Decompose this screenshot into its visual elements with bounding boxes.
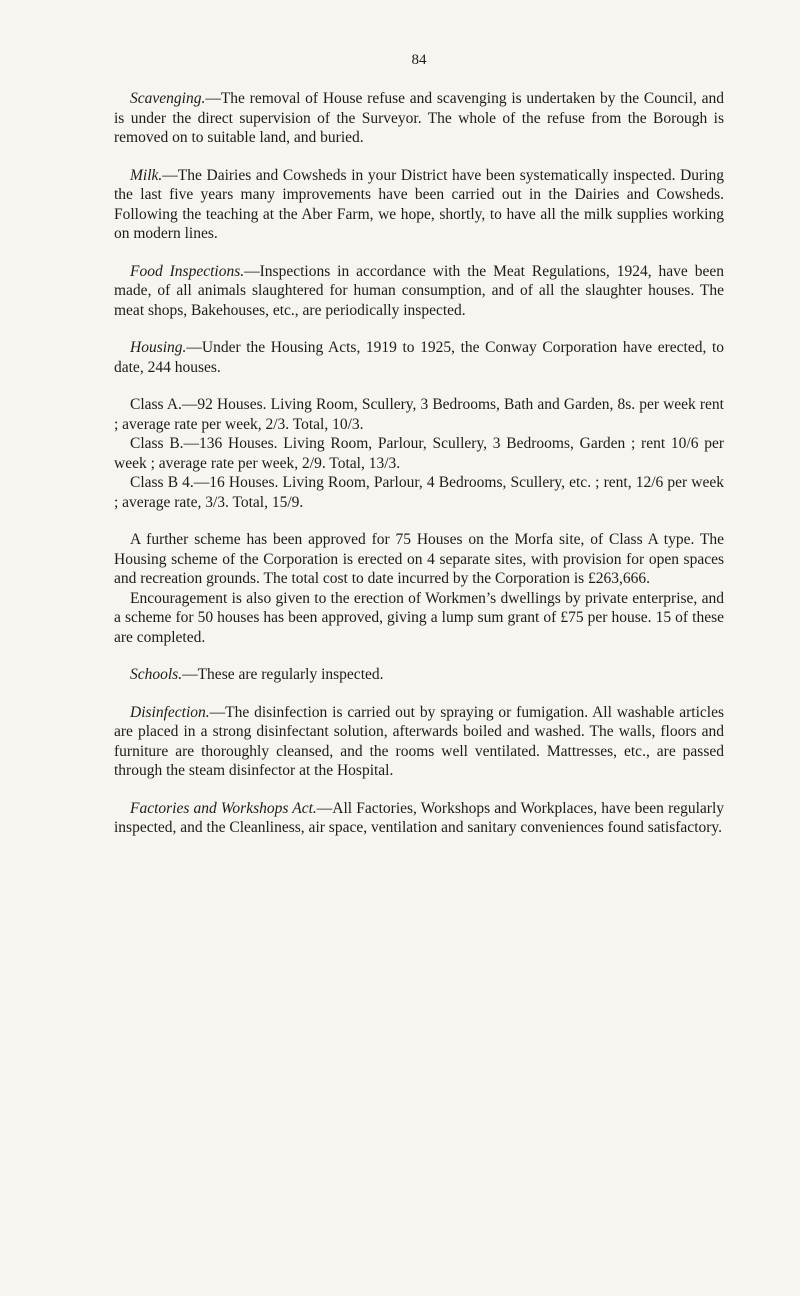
- housing-class-b: Class B.—136 Houses. Living Room, Parlour, Scullery, 3 Bedrooms, Garden ; rent 10/6 per week ; average rate per week, 2/9. Total, 13/3.: [114, 435, 724, 472]
- section-heading: Scavenging.: [130, 90, 206, 107]
- page-number: 84: [411, 52, 427, 68]
- section-text: —All Factories, Workshops and Workplaces, have been regularly inspected, and the Cleanliness, air space, ventilation and sanitary conveniences found satisfactory.: [114, 799, 725, 836]
- section-factories-workshops: [114, 799, 724, 838]
- section-housing: [114, 338, 724, 377]
- section-heading: Schools.: [130, 666, 183, 683]
- section-disinfection: [114, 703, 724, 781]
- section-heading: Factories and Workshops Act.: [130, 799, 317, 817]
- section-food-inspections: [114, 262, 724, 321]
- section-heading: Milk.: [130, 166, 163, 184]
- section-text: —Under the Housing Acts, 1919 to 1925, the Conway Corporation have erected, to date, 244 houses.: [114, 339, 724, 376]
- section-schools: [114, 665, 724, 685]
- further-scheme-paragraph: A further scheme has been approved for 75 Houses on the Morfa site, of Class A type. The Housing scheme of the Corporation is erected on 4 separate sites, with provision for open spaces and recreation grounds. The total cost to date incurred by the Corporation is £263,666.: [114, 531, 724, 587]
- section-heading: Food Inspections.: [130, 262, 245, 280]
- section-heading: Housing.: [130, 339, 187, 356]
- section-scavenging: [114, 89, 724, 148]
- section-text: —Inspections in accordance with the Meat Regulations, 1924, have been made, of all animals slaughtered for human consumption, and of all the slaughter houses. The meat shops, Bakehouses, etc., are periodically inspected.: [114, 262, 724, 319]
- section-milk: [114, 166, 724, 244]
- section-text: —The removal of House refuse and scavenging is undertaken by the Council, and is under the direct supervision of the Surveyor. The whole of the refuse from the Borough is removed on to suitable land, and buried.: [114, 90, 724, 146]
- section-text: —The disinfection is carried out by spraying or fumigation. All washable articles are placed in a strong disinfectant solution, afterwards boiled and washed. The walls, floors and furniture are thoroughly cleansed, and the rooms well ventilated. Mattresses, etc., are passed through the steam disinfector at the Hospital.: [114, 703, 724, 779]
- encouragement-paragraph: Encouragement is also given to the erection of Workmen’s dwellings by private enterprise, and a scheme for 50 houses has been approved, giving a lump sum grant of £75 per house. 15 of these are completed.: [114, 589, 724, 646]
- housing-class-a: Class A.—92 Houses. Living Room, Scullery, 3 Bedrooms, Bath and Garden, 8s. per week rent ; average rate per week, 2/3. Total, 10/3.: [114, 396, 724, 433]
- section-heading: Disinfection.: [130, 703, 210, 721]
- section-text: —These are regularly inspected.: [182, 666, 384, 683]
- section-text: —The Dairies and Cowsheds in your District have been systematically inspected. During the last five years many improvements have been carried out in the Dairies and Cowsheds. Following the teaching at the Aber Farm, we hope, shortly, to have all the milk supplies working on modern lines.: [114, 166, 724, 242]
- housing-class-b4: Class B 4.—16 Houses. Living Room, Parlour, 4 Bedrooms, Scullery, etc. ; rent, 12/6 per week ; average rate, 3/3. Total, 15/9.: [114, 474, 724, 511]
